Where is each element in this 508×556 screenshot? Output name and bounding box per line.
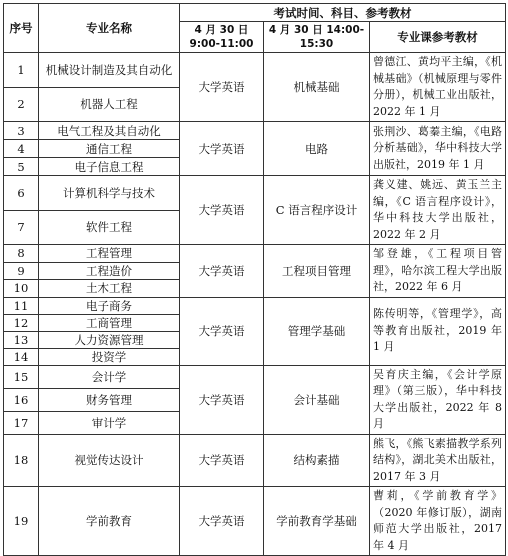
reference-textbook: 邹登雄，《工程项目管理》，哈尔滨工程大学出版社，2022 年 6 月: [370, 245, 506, 298]
major-name: 视觉传达设计: [39, 434, 180, 487]
reference-textbook: 张荆沙、葛蓁主编，《电路分析基础》，华中科技大学出版社，2019 年 1 月: [370, 122, 506, 176]
subject-afternoon: 会计基础: [264, 365, 370, 434]
row-number: 8: [4, 245, 39, 263]
table-row: [4, 297, 506, 314]
subject-morning: 大学英语: [180, 297, 264, 365]
row-number: 3: [4, 122, 39, 140]
row-number: 18: [4, 434, 39, 487]
header-major: 专业名称: [39, 4, 180, 53]
subject-morning: 大学英语: [180, 245, 264, 298]
reference-textbook: 熊飞，《熊飞素描教学系列结构》，湖北美术出版社，2017 年 3 月: [370, 434, 506, 487]
major-name: 电子商务: [39, 297, 180, 314]
major-name: 学前教育: [39, 487, 180, 556]
reference-textbook: 龚义建、姚远、黄玉兰主编，《C 语言程序设计》，华中科技大学出版社，2022 年 2 月: [370, 176, 506, 245]
row-number: 2: [4, 87, 39, 122]
row-number: 16: [4, 388, 39, 411]
table-row: [4, 365, 506, 388]
subject-afternoon: 学前教育学基础: [264, 487, 370, 556]
major-name: 人力资源管理: [39, 331, 180, 348]
row-number: 4: [4, 140, 39, 158]
major-name: 工商管理: [39, 314, 180, 331]
subject-morning: 大学英语: [180, 53, 264, 122]
row-number: 10: [4, 280, 39, 298]
major-name: 财务管理: [39, 388, 180, 411]
table-row: [4, 53, 506, 88]
header-seq: 序号: [4, 4, 39, 53]
row-number: 17: [4, 411, 39, 434]
subject-afternoon: 机械基础: [264, 53, 370, 122]
subject-morning: 大学英语: [180, 487, 264, 556]
row-number: 5: [4, 158, 39, 176]
major-name: 通信工程: [39, 140, 180, 158]
row-number: 7: [4, 210, 39, 245]
subject-morning: 大学英语: [180, 122, 264, 176]
row-number: 1: [4, 53, 39, 88]
major-name: 机械设计制造及其自动化: [39, 53, 180, 88]
exam-schedule-table: [3, 3, 506, 556]
reference-textbook: 曹莉，《学前教育学》（2020 年修订版），湖南师范大学出版社，2017 年 4 月: [370, 487, 506, 556]
major-name: 软件工程: [39, 210, 180, 245]
major-name: 土木工程: [39, 280, 180, 298]
header-exam-group: 考试时间、科目、参考教材: [180, 4, 506, 22]
subject-afternoon: 电路: [264, 122, 370, 176]
table-row: [4, 245, 506, 263]
major-name: 工程管理: [39, 245, 180, 263]
table-row: [4, 434, 506, 487]
major-name: 计算机科学与技术: [39, 176, 180, 211]
row-number: 15: [4, 365, 39, 388]
major-name: 投资学: [39, 348, 180, 365]
table-row: [4, 176, 506, 211]
major-name: 电气工程及其自动化: [39, 122, 180, 140]
reference-textbook: 陈传明等，《管理学》，高等教育出版社，2019 年 1 月: [370, 297, 506, 365]
major-name: 审计学: [39, 411, 180, 434]
major-name: 机器人工程: [39, 87, 180, 122]
major-name: 会计学: [39, 365, 180, 388]
header-time-afternoon: 4 月 30 日 14:00-15:30: [264, 22, 370, 53]
header-time-morning: 4 月 30 日 9:00-11:00: [180, 22, 264, 53]
reference-textbook: 吴育庆主编，《会计学原理》（第三版），华中科技大学出版社，2022 年 8 月: [370, 365, 506, 434]
subject-morning: 大学英语: [180, 365, 264, 434]
subject-morning: 大学英语: [180, 176, 264, 245]
row-number: 12: [4, 314, 39, 331]
subject-afternoon: C 语言程序设计: [264, 176, 370, 245]
table-body: [4, 53, 506, 556]
reference-textbook: 曾德江、黄均平主编，《机械基础》（机械原理与零件分册），机械工业出版社，2022 年 1 月: [370, 53, 506, 122]
row-number: 6: [4, 176, 39, 211]
major-name: 电子信息工程: [39, 158, 180, 176]
table-row: [4, 487, 506, 556]
subject-morning: 大学英语: [180, 434, 264, 487]
row-number: 11: [4, 297, 39, 314]
subject-afternoon: 工程项目管理: [264, 245, 370, 298]
subject-afternoon: 结构素描: [264, 434, 370, 487]
row-number: 9: [4, 262, 39, 280]
major-name: 工程造价: [39, 262, 180, 280]
table-row: [4, 122, 506, 140]
row-number: 19: [4, 487, 39, 556]
row-number: 14: [4, 348, 39, 365]
header-textbook: 专业课参考教材: [370, 22, 506, 53]
row-number: 13: [4, 331, 39, 348]
subject-afternoon: 管理学基础: [264, 297, 370, 365]
